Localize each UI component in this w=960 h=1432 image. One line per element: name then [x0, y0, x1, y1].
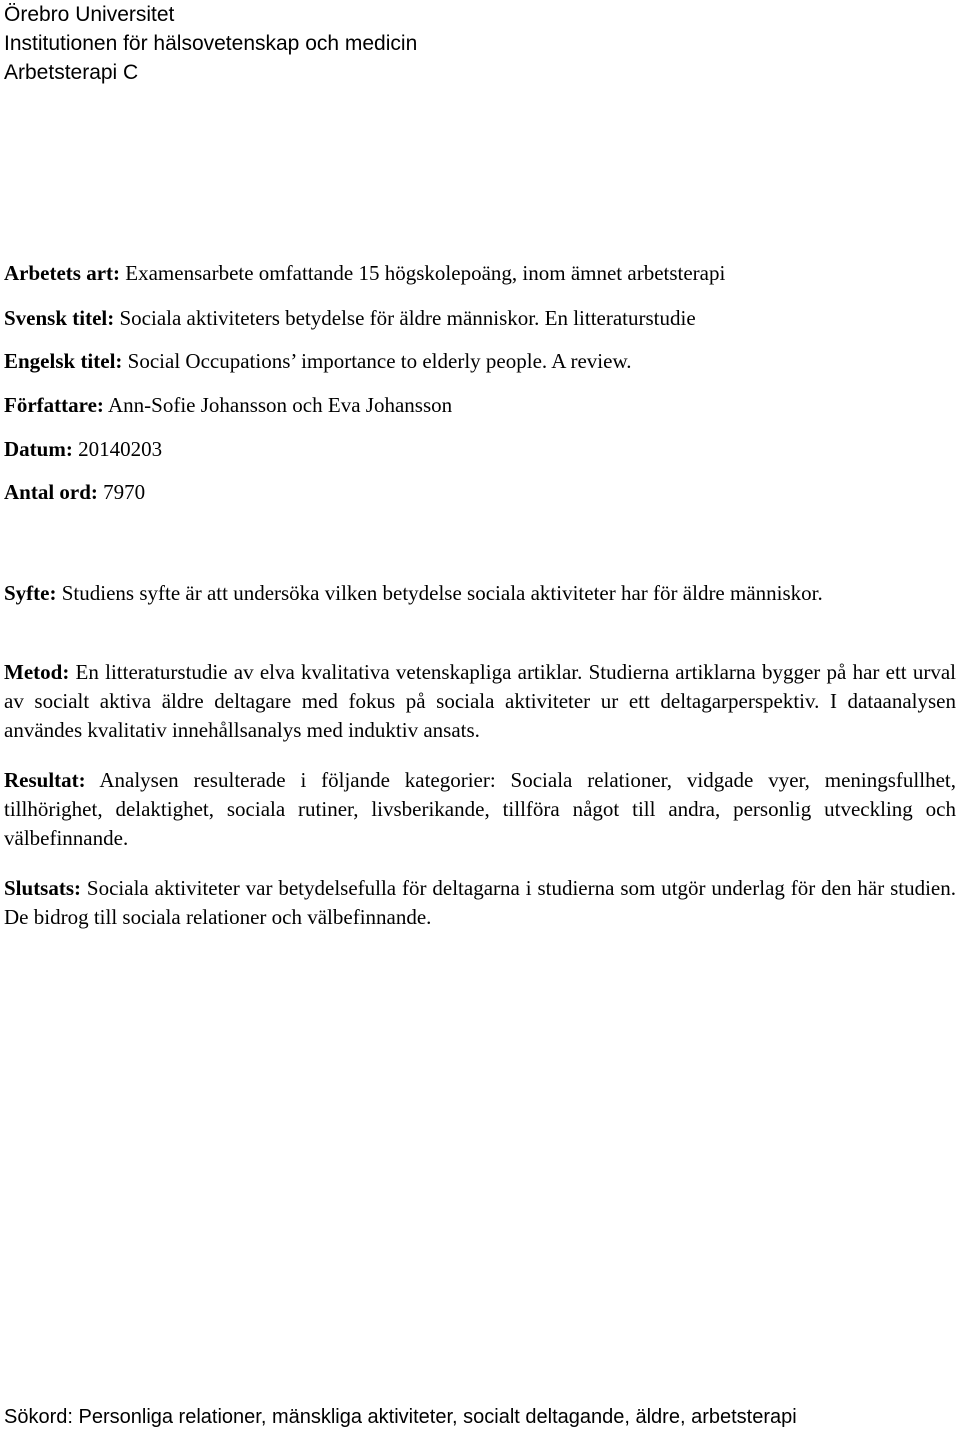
conclusion-label: Slutsats:	[4, 876, 82, 900]
meta-authors-value: Ann-Sofie Johansson och Eva Johansson	[107, 393, 453, 417]
results-label: Resultat:	[4, 768, 86, 792]
university-name: Örebro Universitet	[4, 3, 175, 26]
aim-label: Syfte:	[4, 581, 57, 605]
meta-date-label: Datum:	[4, 437, 73, 461]
abstract-aim	[4, 579, 956, 608]
document-header	[4, 0, 417, 87]
meta-english-title-label: Engelsk titel:	[4, 349, 123, 373]
conclusion-text: Sociala aktiviteter var betydelsefulla för deltagarna i studierna som utgör underlag för den här studien. De bidrog till sociala relationer och välbefinnande.	[4, 876, 956, 929]
department-name: Institutionen för hälsovetenskap och medicin	[4, 32, 418, 55]
meta-swedish-title	[4, 305, 696, 332]
abstract-conclusion	[4, 874, 956, 932]
meta-authors	[4, 392, 452, 419]
meta-type-value: Examensarbete omfattande 15 högskolepoäng, inom ämnet arbetsterapi	[125, 261, 726, 285]
results-text: Analysen resulterade i följande kategorier: Sociala relationer, vidgade vyer, meningsfullhet, tillhörighet, delaktighet, sociala rutiner, livsberikande, tillföra något till andra, personlig utveckling och välbefinnande.	[4, 768, 956, 850]
aim-text: Studiens syfte är att undersöka vilken betydelse sociala aktiviteter har för äldre människor.	[61, 581, 823, 605]
keywords-text: Personliga relationer, mänskliga aktiviteter, socialt deltagande, äldre, arbetsterapi	[78, 1406, 797, 1428]
method-text: En litteraturstudie av elva kvalitativa vetenskapliga artiklar. Studierna artiklarna bygger på har ett urval av socialt aktiva äldre deltagare med fokus på sociala aktiviteter ur ett deltagarperspektiv. I dataanalysen användes kvalitativ innehållsanalys med induktiv ansats.	[4, 660, 956, 742]
abstract-results	[4, 766, 956, 853]
meta-date	[4, 436, 162, 463]
meta-english-title	[4, 348, 632, 375]
course-name: Arbetsterapi C	[4, 61, 139, 84]
meta-date-value: 20140203	[78, 437, 163, 461]
meta-word-count-label: Antal ord:	[4, 480, 98, 504]
method-label: Metod:	[4, 660, 70, 684]
meta-swedish-title-value: Sociala aktiviteters betydelse för äldre människor. En litteraturstudie	[119, 306, 696, 330]
meta-swedish-title-label: Svensk titel:	[4, 306, 115, 330]
keywords-label: Sökord:	[4, 1406, 73, 1428]
meta-authors-label: Författare:	[4, 393, 104, 417]
abstract-method	[4, 658, 956, 745]
meta-english-title-value: Social Occupations’ importance to elderly people. A review.	[127, 349, 632, 373]
meta-word-count-value: 7970	[103, 480, 146, 504]
meta-type-label: Arbetets art:	[4, 261, 121, 285]
meta-word-count	[4, 479, 145, 506]
keywords	[4, 1404, 797, 1430]
meta-type	[4, 260, 725, 287]
